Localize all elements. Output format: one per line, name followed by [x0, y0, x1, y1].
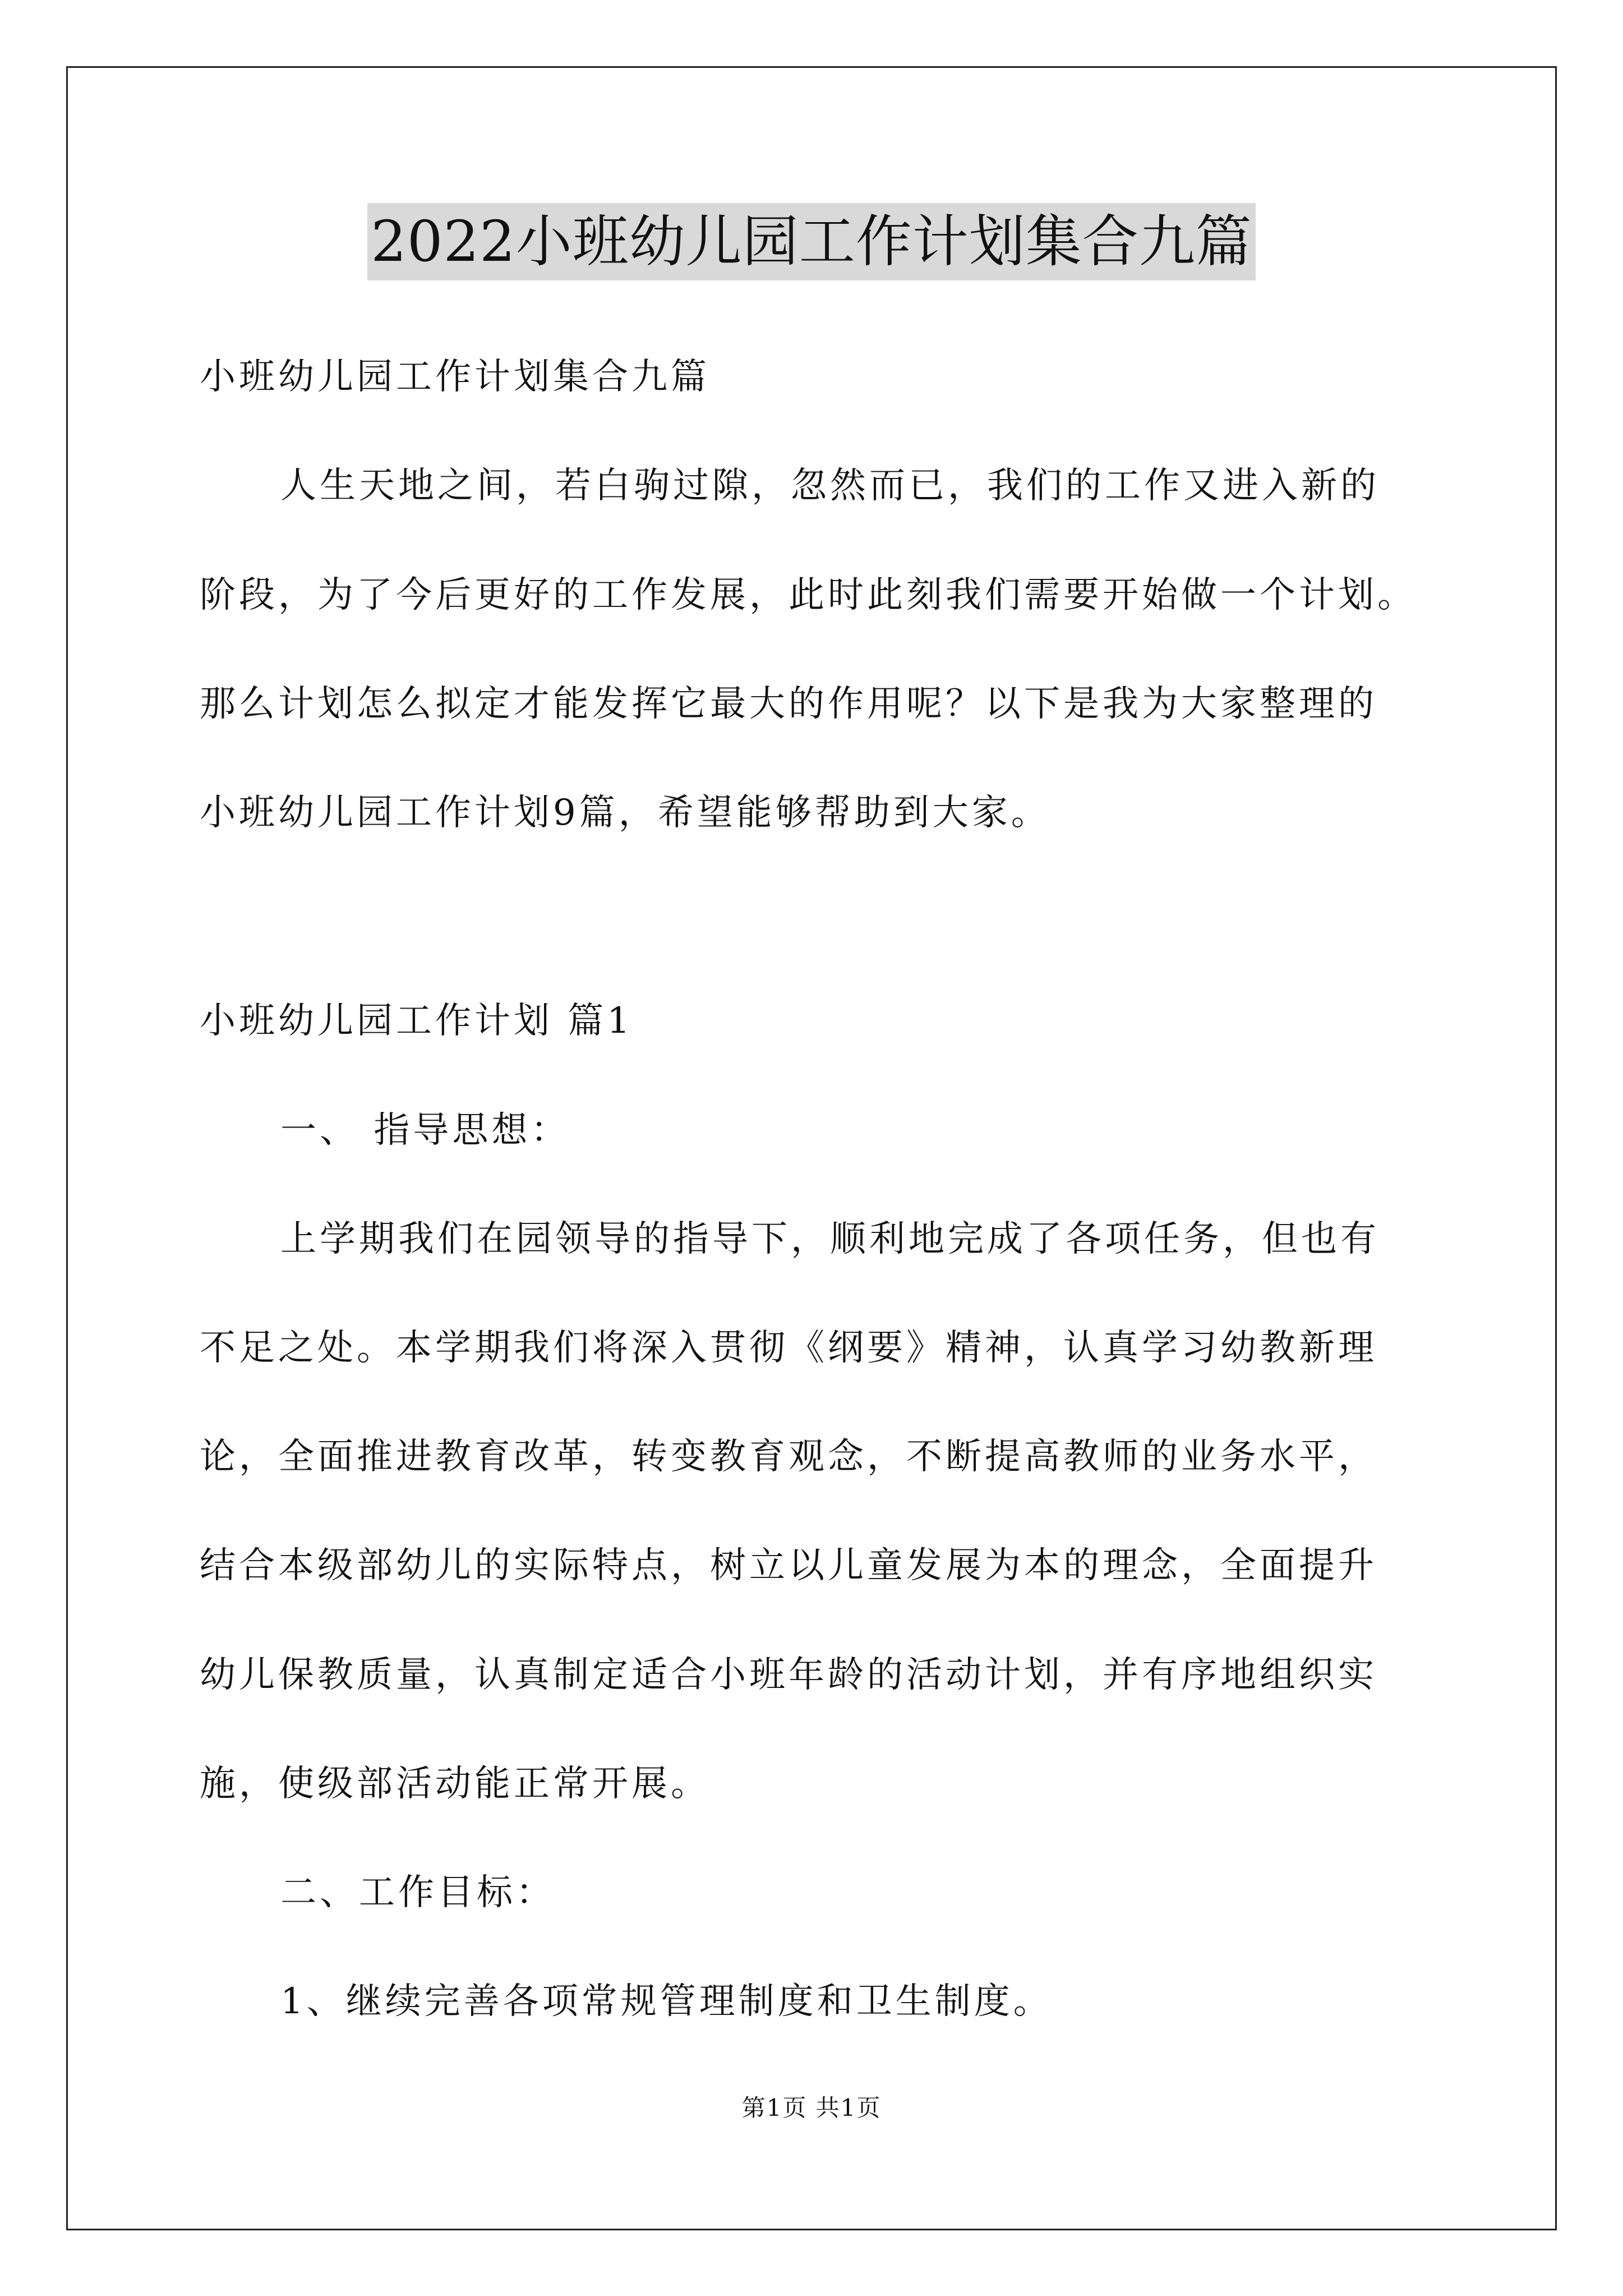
title-container — [0, 203, 1623, 280]
document-title: 2022小班幼儿园工作计划集合九篇 — [367, 203, 1256, 280]
body-line-2: 不足之处。本学期我们将深入贯彻《纲要》精神，认真学习幼教新理 — [200, 1327, 1377, 1369]
body-line-3: 论，全面推进教育改革，转变教育观念，不断提高教师的业务水平， — [200, 1436, 1377, 1478]
intro-line-2: 阶段，为了今后更好的工作发展，此时此刻我们需要开始做一个计划。 — [200, 574, 1417, 616]
intro-line-4: 小班幼儿园工作计划9篇，希望能够帮助到大家。 — [200, 792, 1050, 834]
body-line-4: 结合本级部幼儿的实际特点，树立以儿童发展为本的理念，全面提升 — [200, 1545, 1377, 1586]
section-heading: 小班幼儿园工作计划 篇1 — [200, 1000, 634, 1042]
document-subtitle: 小班幼儿园工作计划集合九篇 — [200, 356, 710, 398]
body-line-5: 幼儿保教质量，认真制定适合小班年龄的活动计划，并有序地组织实 — [200, 1654, 1377, 1696]
body-line-1: 上学期我们在园领导的指导下，顺利地完成了各项任务，但也有 — [280, 1218, 1380, 1260]
intro-line-3: 那么计划怎么拟定才能发挥它最大的作用呢？以下是我为大家整理的 — [200, 683, 1377, 725]
item-two-heading: 二、工作目标： — [280, 1872, 555, 1913]
item-one-heading: 一、 指导思想： — [280, 1110, 570, 1151]
goal-one: 1、继续完善各项常规管理制度和卫生制度。 — [280, 1981, 1053, 2022]
page-footer: 第1页 共1页 — [741, 2094, 882, 2122]
body-line-6: 施，使级部活动能正常开展。 — [200, 1763, 710, 1805]
intro-line-1: 人生天地之间，若白驹过隙，忽然而已，我们的工作又进入新的 — [280, 465, 1380, 507]
